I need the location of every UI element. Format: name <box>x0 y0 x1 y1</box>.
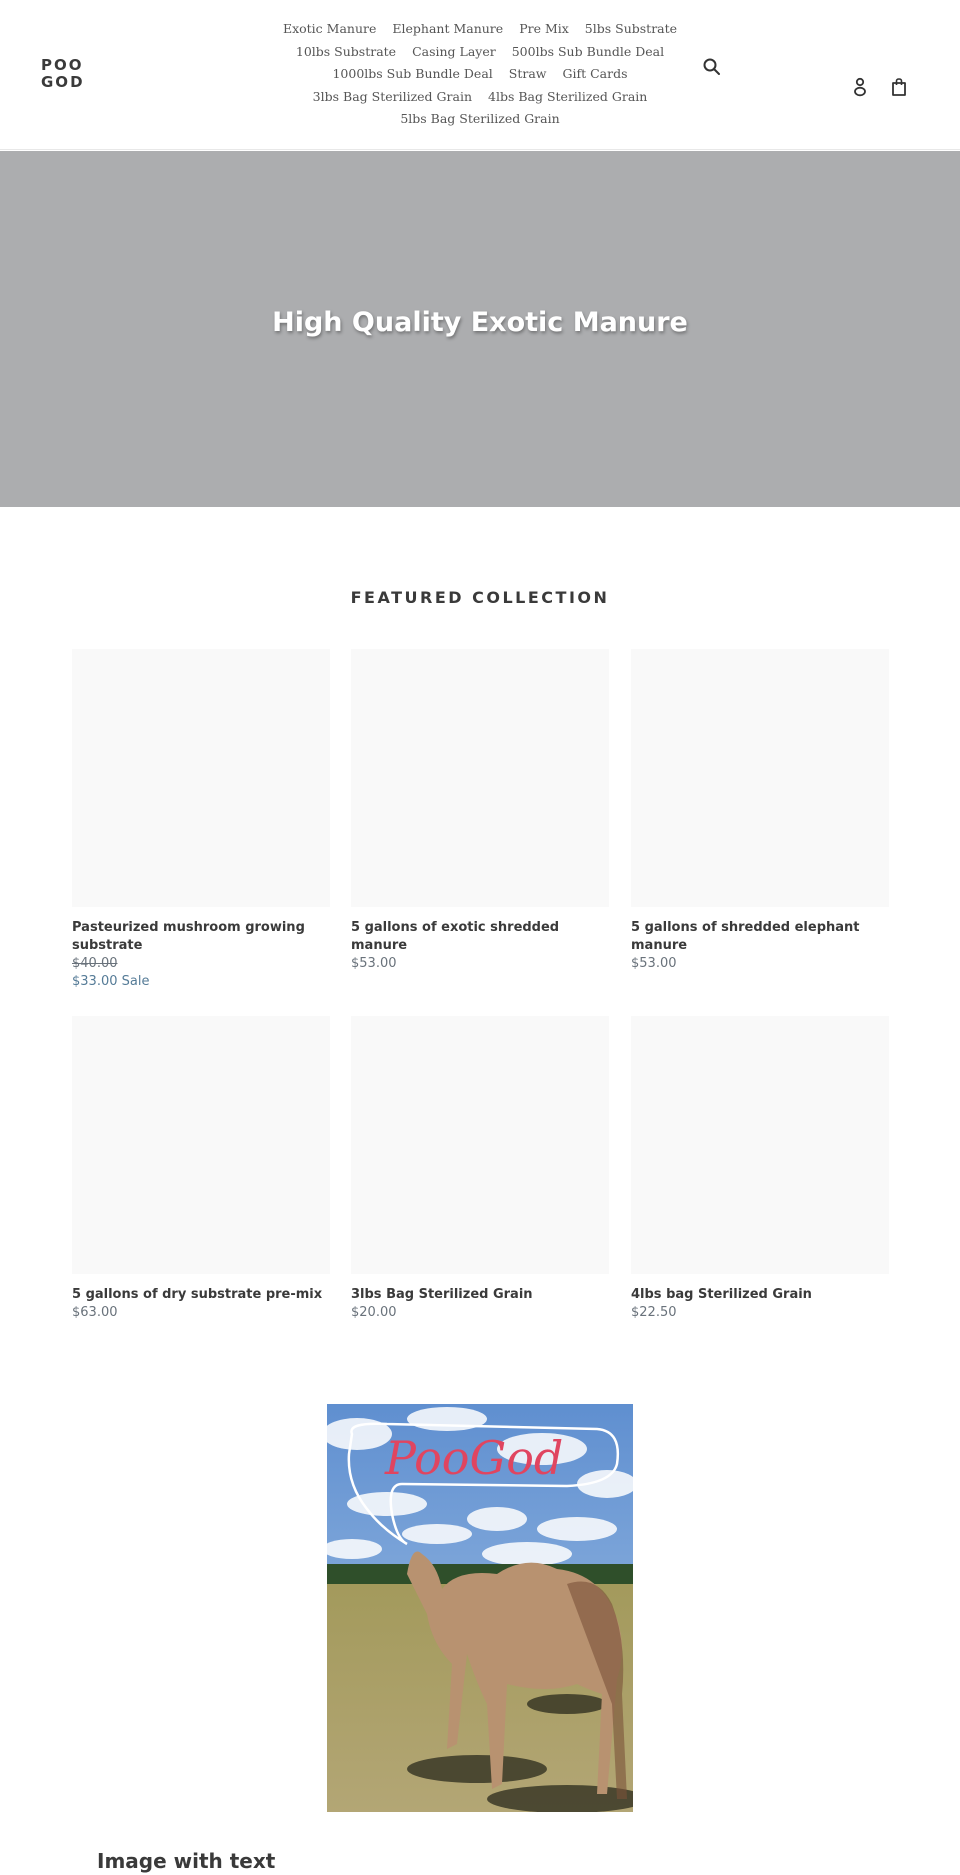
product-image-placeholder <box>631 1016 889 1274</box>
nav-straw[interactable]: Straw <box>508 66 547 81</box>
nav-4lbs-grain[interactable]: 4lbs Bag Sterilized Grain <box>488 88 648 104</box>
nav-casing-layer[interactable]: Casing Layer <box>412 43 496 59</box>
product-image-placeholder <box>351 649 609 907</box>
search-icon <box>701 56 723 78</box>
product-card[interactable] <box>631 1016 889 1322</box>
svg-text:PooGod: PooGod <box>385 1431 564 1485</box>
product-image-placeholder <box>72 1016 330 1274</box>
product-title: 3lbs Bag Sterilized Grain <box>351 1287 533 1302</box>
nav-500lbs-bundle[interactable]: 500lbs Sub Bundle Deal <box>511 43 665 59</box>
sale-label: Sale <box>121 974 150 989</box>
product-card[interactable] <box>351 649 609 973</box>
product-price: $20.00 <box>351 1305 397 1320</box>
nav-gift-cards[interactable]: Gift Cards <box>562 66 628 81</box>
nav-5lbs-grain[interactable]: 5lbs Bag Sterilized Grain <box>400 111 560 126</box>
compare-price: $40.00 <box>72 956 118 971</box>
product-image-placeholder <box>631 649 889 907</box>
user-icon <box>849 76 871 98</box>
nav-exotic-manure[interactable]: Exotic Manure <box>282 21 377 36</box>
nav-1000lbs-bundle[interactable]: 1000lbs Sub Bundle Deal <box>332 66 493 81</box>
nav-pre-mix[interactable]: Pre Mix <box>519 21 569 36</box>
product-price: $53.00 <box>351 956 397 971</box>
product-card[interactable] <box>631 649 889 973</box>
product-image-placeholder <box>351 1016 609 1274</box>
nav-elephant-manure[interactable]: Elephant Manure <box>392 21 504 36</box>
nav-10lbs-substrate[interactable]: 10lbs Substrate <box>295 43 397 59</box>
product-price: $53.00 <box>631 956 677 971</box>
logo-link[interactable] <box>41 57 85 91</box>
search-button[interactable] <box>701 56 723 78</box>
main-nav <box>266 18 694 131</box>
product-title: Pasteurized mushroom growing substrate <box>72 920 305 953</box>
nav-3lbs-grain[interactable]: 3lbs Bag Sterilized Grain <box>312 88 472 104</box>
product-title: 5 gallons of shredded elephant manure <box>631 920 860 953</box>
product-card[interactable] <box>72 1016 330 1322</box>
hero-banner <box>0 151 960 507</box>
product-title: 5 gallons of exotic shredded manure <box>351 920 560 953</box>
cart-bag-icon <box>888 76 910 98</box>
product-card[interactable] <box>351 1016 609 1322</box>
product-title: 5 gallons of dry substrate pre-mix <box>72 1287 323 1302</box>
product-price: $22.50 <box>631 1305 677 1320</box>
product-title: 4lbs bag Sterilized Grain <box>631 1287 812 1302</box>
sale-price: $33.00 <box>72 974 118 989</box>
camel-photo <box>327 1404 633 1812</box>
logo-line-2: GOD <box>41 73 85 91</box>
hero-title: High Quality Exotic Manure <box>272 306 688 338</box>
site-header <box>0 0 960 150</box>
nav-5lbs-substrate[interactable]: 5lbs Substrate <box>584 21 678 36</box>
featured-collection-title: FEATURED COLLECTION <box>350 588 610 607</box>
cart-button[interactable] <box>888 76 910 98</box>
logo-line-1: POO <box>41 56 84 74</box>
image-with-text-title: Image with text <box>97 1849 276 1873</box>
product-price: $63.00 <box>72 1305 118 1320</box>
product-card[interactable] <box>72 649 330 991</box>
product-image-placeholder <box>72 649 330 907</box>
account-button[interactable] <box>849 76 871 98</box>
